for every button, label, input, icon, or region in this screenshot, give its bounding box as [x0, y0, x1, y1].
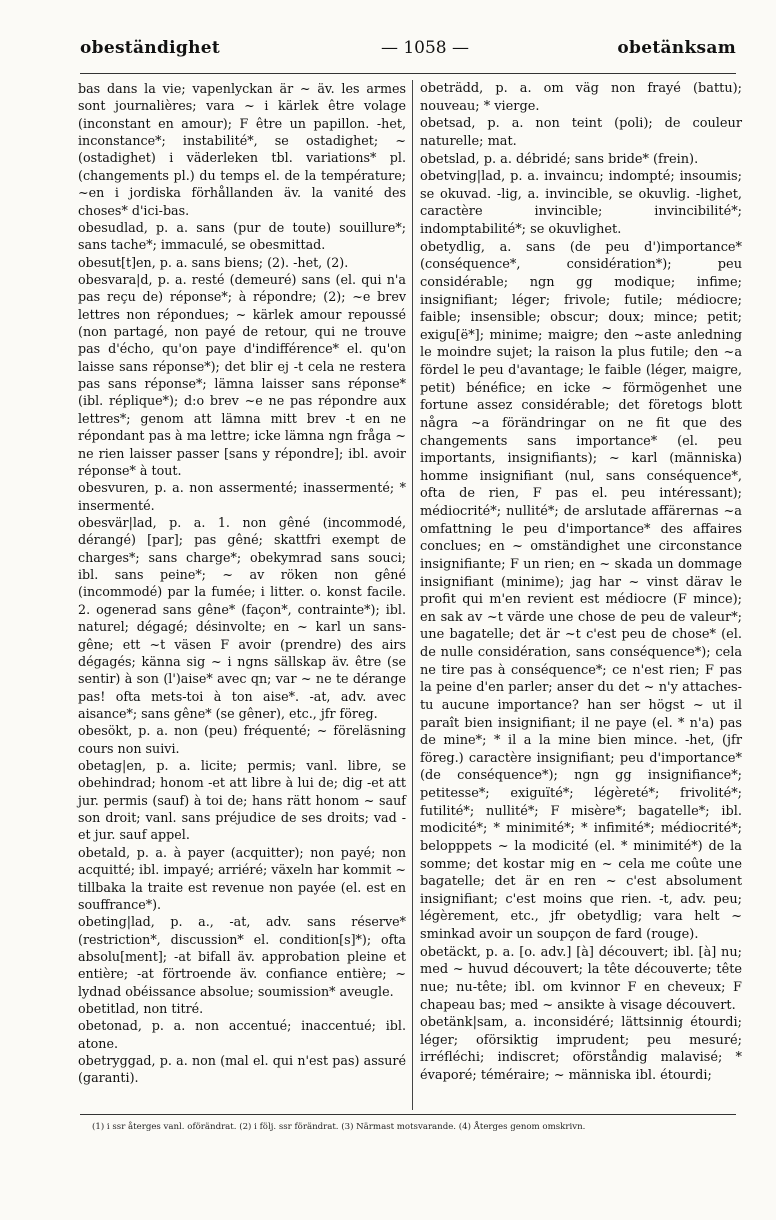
entry-obesvarad-2: obesvär|lad, p. a. 1. non gêné (incommodé, dérangé) [par]; pas gêné; skattfri exempt de charges*; sans charge*; obekymrad sans souci; ibl. sans peine*; ~ av röken non gêné (incommodé) par la fumée; i litter. o. konst facile. 2. ogenerad sans gêne* (façon*, contrainte*); ibl. naturel; dégagé; désinvolte; en ~ karl un sans-gêne; ett ~t väsen F avoir (prendre) des airs dégagés; känna sig ~ i ngns sällskap äv. être (se sentir) à son (l')aise* avec qn; var ~ ne te dérange pas! ofta mets-toi à ton aise*. -at, adv. avec aisance*; sans gêne* (se gêner), etc., jfr föreg. [78, 514, 406, 721]
entry-obetagen: obetag|en, p. a. licite; permis; vanl. libre, se obehindrad; honom -et att libre à lui de; dig -et att jur. permis (sauf) à toi de; hans rätt honom ~ sauf son droit; vanl. sans préjudice de ses droits; vad -et jur. sauf appel. [78, 758, 406, 843]
entry-obesudlad: obesudlad, p. a. sans (pur de toute) souillure*; sans tache*; immaculé, se obesmittad. [78, 219, 406, 253]
column-divider [412, 80, 413, 1110]
left-running-headword: obeständighet [80, 38, 220, 58]
entry-obesutten: obesut[t]en, p. a. sans biens; (2). -het, (2). [78, 254, 349, 270]
entry-obesvuren: obesvuren, p. a. non assermenté; inassermenté; * insermenté. [78, 480, 406, 513]
entry-obetald: obetald, p. a. à payer (acquitter); non payé; non acquitté; ibl. impayé; arriéré; växeln har kommit ~ tillbaka la traite est revenue non payée (el. est en souffrance*). [78, 844, 406, 912]
entry-obetitlad: obetitlad, non titré. [78, 1001, 204, 1017]
entry-obetslad: obetslad, p. a. débridé; sans bride* (frein). [420, 151, 699, 167]
entry-obetackt: obetäckt, p. a. [o. adv.] [à] découvert; ibl. [à] nu; med ~ huvud découvert; la tête découverte; tête nue; nu-tête; ibl. om kvinnor F en cheveux; F chapeau bas; med ~ ansikte à visage découvert. [420, 944, 742, 1013]
entry-obetvingad: obetving|lad, p. a. invaincu; indompté; insoumis; se okuvad. -lig, a. invincible, se okuvlig. -lighet, caractère invincible; invincibilité*; indomptabilité*; se okuvlighet. [420, 169, 742, 237]
page-header [80, 38, 736, 66]
entry-obetonad: obetonad, p. a. non accentué; inaccentué; ibl. atone. [78, 1018, 406, 1051]
header-rule [80, 73, 736, 74]
footnote-legend: (1) i ssr återges vanl. oförändrat. (2) i följ. ssr förändrat. (3) Närmast motsvarande. (4) Återges genom omskrivn. [92, 1122, 586, 1132]
entry-obetydlig: obetydlig, a. sans (de peu d')importance* (conséquence*, considération*); peu considérable; ngn gg modique; infime; insignifiant; léger; frivole; futile; médiocre; faible; insensible; obscur; doux; mince; petit; exigu[ë*]; minime; maigre; den ~aste anledning le moindre sujet; la raison la plus futile; den ~a fördel le peu d'avantage; le faible (léger, maigre, petit) bénéfice; en icke ~ förmögenhet une fortune assez considérable; det företogs blott några ~a förändringar on ne fit que des changements sans importance* (el. peu importants, insignifiants); ~ karl (människa) homme insignifiant (nul, sans conséquence*, ofta de rien, F pas el. peu intéressant); médiocrité*; nullité*; de arslutade affärernas ~a omfattning le peu d'importance* des affaires conclues; en ~ omständighet une circonstance insignifiante; F un rien; en ~ skada un dommage insignifiant (minime); jag har ~ vinst därav le profit qui m'en revient est médiocre (F mince); en sak av ~t värde une chose de peu de valeur*; une bagatelle; det är ~t c'est peu de chose* (el. de nulle considération, sans conséquence*); cela ne tire pas à conséquence*; ce n'est rien; F pas la peine d'en parler; anser du det ~ n'y attaches-tu aucune importance? han ser högst ~ ut il paraît bien insignifiant; il ne paye (el. * n'a) pas de mine*; * il a la mine bien mince. -het, (jfr föreg.) caractère insignifiant; peu d'importance* (de conséquence*); ngn gg insignifiance*; petitesse*; exiguïté*; légèreté*; frivolité*; futilité*; nullité*; F misère*; bagatelle*; ibl. modicité*; * minimité*; * infimité*; médiocrité*; belopppets ~ la modicité (el. * minimité*) de la somme; det kostar mig en ~ cela me coûte une bagatelle; det är en ren ~ c'est absolument insignifiant; c'est moins que rien. -t, adv. peu; légèrement, etc., jfr obetydlig; vara helt ~ sminkad avoir un soupçon de fard (rouge). [420, 239, 742, 942]
entry-obetingad: obeting|lad, p. a., -at, adv. sans réserve* (restriction*, discussion* el. condition[s]*); ofta absolu[ment]; -at bifall äv. approbation pleine et entière; -at förtroende äv. confiance entière; ~ lydnad obéissance absolue; soumission* aveugle. [78, 914, 406, 999]
entry-obesvarad: obesvara|d, p. a. resté (demeuré) sans (el. qui n'a pas reçu de) réponse*; à répondre; (2); ~e brev lettres non répondues; ~ kärlek amour repoussé (non partagé, non payé de retour, qui ne trouve pas d'écho, qu'on paye d'indifférence* el. qu'on laisse sans réponse*); det blir ej -t cela ne restera pas sans réponse*; lämna laisser sans réponse* (ibl. réplique*); d:o brev ~e ne pas répondre aux lettres*; genom att lämna mitt brev -t en ne répondant pas à ma lettre; icke lämna ngn fråga ~ ne rien laisser passer [sans y répondre]; ibl. avoir réponse* à tout. [78, 271, 406, 478]
entry-obetsad: obetsad, p. a. non teint (poli); de couleur naturelle; mat. [420, 116, 742, 149]
entry-obetanksam: obetänk|sam, a. inconsidéré; lättsinnig étourdi; léger; oförsiktig imprudent; peu mesuré; irréfléchi; indiscret; oförståndig malavisé; * évaporé; téméraire; ~ människa ibl. étourdi; [420, 1015, 742, 1083]
right-running-headword: obetänksam [617, 38, 736, 58]
left-column [78, 80, 406, 1087]
page-number: — 1058 — [380, 38, 470, 58]
entry-obetradd: obeträdd, p. a. om väg non frayé (battu); nouveau; * vierge. [420, 81, 742, 114]
entry-continuation: bas dans la vie; vapenlyckan är ~ äv. les armes sont journalières; vara ~ i kärlek être volage (inconstant en amour); F être un papillon. -het, inconstance*; instabilité*, se ostadighet; ~ (ostadighet) i väderleken tbl. variations* pl. (changements pl.) du temps el. de la température; ~en i jordiska förhållanden äv. la vanité des choses* d'ici-bas. [78, 81, 406, 218]
entry-obetryggad: obetryggad, p. a. non (mal el. qui n'est pas) assuré (garanti). [78, 1053, 406, 1086]
entry-obesokt: obesökt, p. a. non (peu) fréquenté; ~ föreläsning cours non suivi. [78, 723, 406, 756]
footnote-rule [80, 1114, 736, 1115]
right-column [420, 80, 742, 1085]
